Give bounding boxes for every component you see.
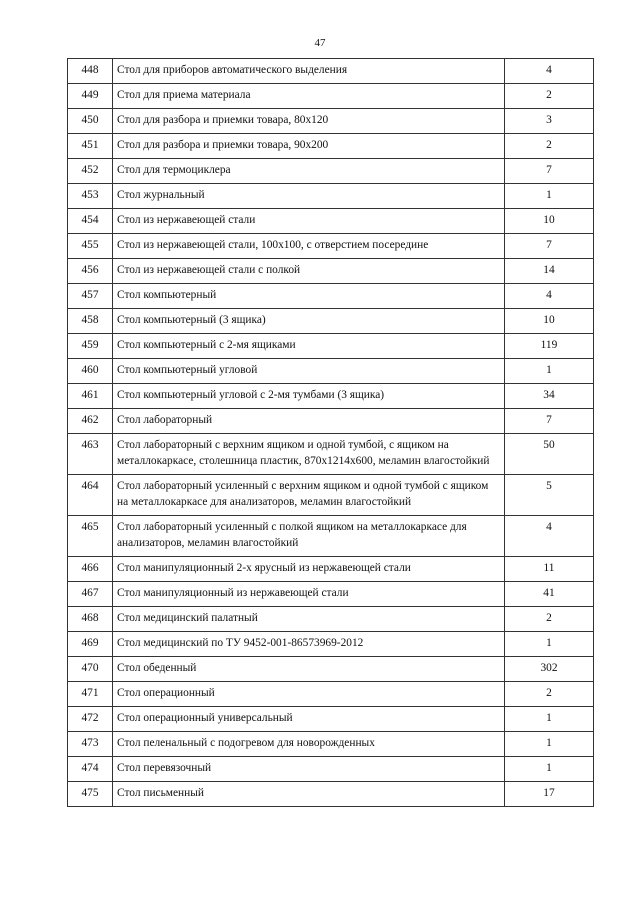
row-number-cell: 450 [68, 109, 113, 134]
row-number-cell: 474 [68, 757, 113, 782]
quantity-cell: 10 [505, 309, 594, 334]
inventory-table-body [68, 59, 594, 807]
quantity-cell: 4 [505, 284, 594, 309]
table-row [68, 234, 594, 259]
row-number-cell: 465 [68, 516, 113, 557]
row-number-cell: 471 [68, 682, 113, 707]
item-name-cell: Стол для разбора и приемки товара, 90х200 [113, 134, 505, 159]
item-name-cell: Стол пеленальный с подогревом для новорожденных [113, 732, 505, 757]
quantity-cell: 302 [505, 657, 594, 682]
table-row [68, 682, 594, 707]
quantity-cell: 1 [505, 732, 594, 757]
quantity-cell: 2 [505, 607, 594, 632]
table-row [68, 284, 594, 309]
table-row [68, 359, 594, 384]
table-row [68, 184, 594, 209]
item-name-cell: Стол лабораторный усиленный с полкой ящиком на металлокаркасе для анализаторов, меламин влагостойкий [113, 516, 505, 557]
quantity-cell: 50 [505, 434, 594, 475]
row-number-cell: 462 [68, 409, 113, 434]
row-number-cell: 454 [68, 209, 113, 234]
quantity-cell: 7 [505, 159, 594, 184]
item-name-cell: Стол лабораторный с верхним ящиком и одной тумбой, с ящиком на металлокаркасе, столешница пластик, 870х1214х600, меламин влагостойкий [113, 434, 505, 475]
quantity-cell: 2 [505, 682, 594, 707]
table-row [68, 475, 594, 516]
table-row [68, 582, 594, 607]
quantity-cell: 119 [505, 334, 594, 359]
item-name-cell: Стол перевязочный [113, 757, 505, 782]
item-name-cell: Стол для разбора и приемки товара, 80х120 [113, 109, 505, 134]
row-number-cell: 472 [68, 707, 113, 732]
item-name-cell: Стол манипуляционный из нержавеющей стали [113, 582, 505, 607]
row-number-cell: 455 [68, 234, 113, 259]
table-row [68, 109, 594, 134]
table-row [68, 409, 594, 434]
table-row [68, 384, 594, 409]
quantity-cell: 4 [505, 516, 594, 557]
row-number-cell: 449 [68, 84, 113, 109]
quantity-cell: 41 [505, 582, 594, 607]
item-name-cell: Стол из нержавеющей стали [113, 209, 505, 234]
table-row [68, 209, 594, 234]
quantity-cell: 1 [505, 359, 594, 384]
table-row [68, 334, 594, 359]
item-name-cell: Стол для приема материала [113, 84, 505, 109]
table-row [68, 757, 594, 782]
table-row [68, 707, 594, 732]
quantity-cell: 5 [505, 475, 594, 516]
item-name-cell: Стол журнальный [113, 184, 505, 209]
table-row [68, 732, 594, 757]
row-number-cell: 460 [68, 359, 113, 384]
row-number-cell: 456 [68, 259, 113, 284]
row-number-cell: 475 [68, 782, 113, 807]
quantity-cell: 4 [505, 59, 594, 84]
row-number-cell: 453 [68, 184, 113, 209]
item-name-cell: Стол компьютерный угловой с 2-мя тумбами (3 ящика) [113, 384, 505, 409]
quantity-cell: 7 [505, 409, 594, 434]
table-row [68, 657, 594, 682]
item-name-cell: Стол из нержавеющей стали с полкой [113, 259, 505, 284]
item-name-cell: Стол операционный универсальный [113, 707, 505, 732]
quantity-cell: 1 [505, 757, 594, 782]
row-number-cell: 470 [68, 657, 113, 682]
item-name-cell: Стол компьютерный [113, 284, 505, 309]
table-row [68, 259, 594, 284]
item-name-cell: Стол для термоциклера [113, 159, 505, 184]
row-number-cell: 458 [68, 309, 113, 334]
quantity-cell: 10 [505, 209, 594, 234]
item-name-cell: Стол для приборов автоматического выделения [113, 59, 505, 84]
row-number-cell: 463 [68, 434, 113, 475]
table-row [68, 84, 594, 109]
row-number-cell: 461 [68, 384, 113, 409]
item-name-cell: Стол компьютерный (3 ящика) [113, 309, 505, 334]
table-row [68, 159, 594, 184]
quantity-cell: 17 [505, 782, 594, 807]
item-name-cell: Стол манипуляционный 2-х ярусный из нержавеющей стали [113, 557, 505, 582]
inventory-table [67, 58, 594, 807]
quantity-cell: 3 [505, 109, 594, 134]
quantity-cell: 1 [505, 632, 594, 657]
quantity-cell: 2 [505, 134, 594, 159]
row-number-cell: 467 [68, 582, 113, 607]
item-name-cell: Стол обеденный [113, 657, 505, 682]
item-name-cell: Стол компьютерный угловой [113, 359, 505, 384]
quantity-cell: 34 [505, 384, 594, 409]
item-name-cell: Стол медицинский по ТУ 9452-001-86573969-2012 [113, 632, 505, 657]
item-name-cell: Стол операционный [113, 682, 505, 707]
quantity-cell: 1 [505, 184, 594, 209]
table-row [68, 59, 594, 84]
row-number-cell: 473 [68, 732, 113, 757]
quantity-cell: 2 [505, 84, 594, 109]
row-number-cell: 466 [68, 557, 113, 582]
table-row [68, 516, 594, 557]
table-row [68, 434, 594, 475]
quantity-cell: 7 [505, 234, 594, 259]
quantity-cell: 11 [505, 557, 594, 582]
table-row [68, 607, 594, 632]
table-row [68, 309, 594, 334]
row-number-cell: 457 [68, 284, 113, 309]
row-number-cell: 459 [68, 334, 113, 359]
row-number-cell: 451 [68, 134, 113, 159]
row-number-cell: 452 [68, 159, 113, 184]
item-name-cell: Стол лабораторный [113, 409, 505, 434]
item-name-cell: Стол из нержавеющей стали, 100х100, с отверстием посередине [113, 234, 505, 259]
quantity-cell: 14 [505, 259, 594, 284]
row-number-cell: 464 [68, 475, 113, 516]
table-row [68, 134, 594, 159]
item-name-cell: Стол компьютерный с 2-мя ящиками [113, 334, 505, 359]
page-number: 47 [314, 37, 326, 49]
item-name-cell: Стол письменный [113, 782, 505, 807]
table-row [68, 632, 594, 657]
table-row [68, 557, 594, 582]
row-number-cell: 469 [68, 632, 113, 657]
row-number-cell: 448 [68, 59, 113, 84]
row-number-cell: 468 [68, 607, 113, 632]
item-name-cell: Стол медицинский палатный [113, 607, 505, 632]
quantity-cell: 1 [505, 707, 594, 732]
item-name-cell: Стол лабораторный усиленный с верхним ящиком и одной тумбой с ящиком на металлокаркасе для анализаторов, меламин влагостойкий [113, 475, 505, 516]
table-row [68, 782, 594, 807]
